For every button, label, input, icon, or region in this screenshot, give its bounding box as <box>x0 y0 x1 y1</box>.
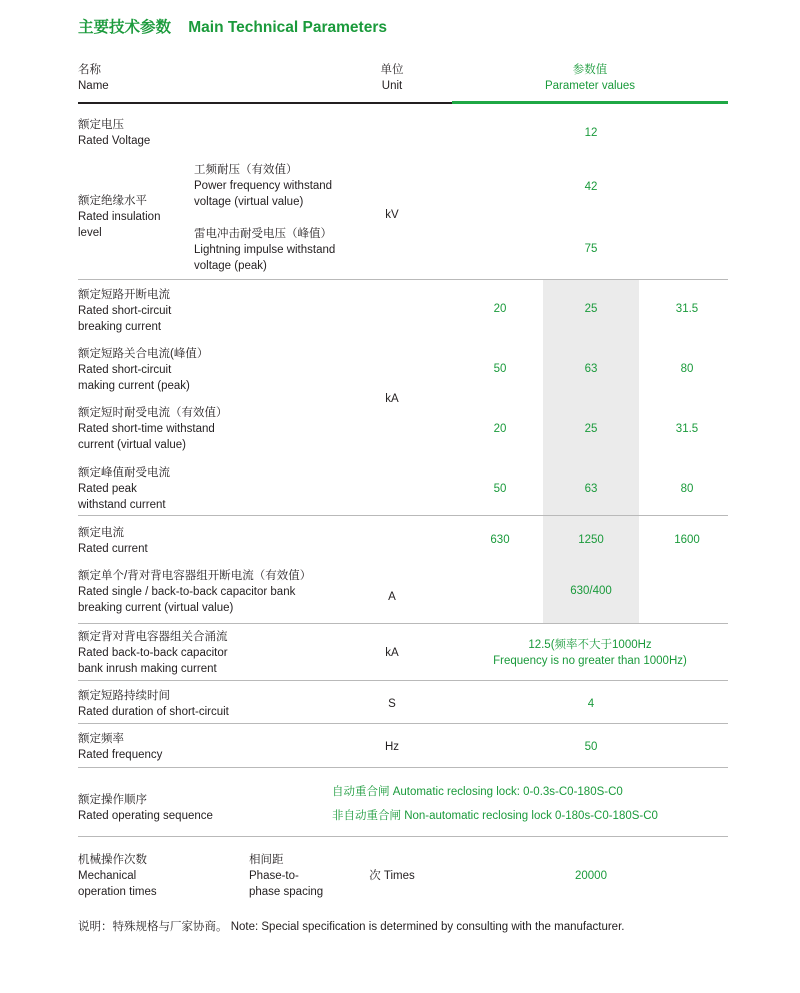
row-voltage-value: 12 <box>584 127 598 139</box>
row-li-value: 75 <box>584 243 598 255</box>
row-breaking-v2: 25 <box>584 303 598 315</box>
header-unit: 单位 Unit <box>380 64 404 92</box>
row-peak-v3: 80 <box>680 483 694 495</box>
row-frequency-value: 50 <box>584 741 598 753</box>
row-duration-label: 额定短路持续时间 Rated duration of short-circuit <box>78 690 229 718</box>
row-mechanical-value: 20000 <box>575 870 607 882</box>
row-current-v1: 630 <box>490 534 510 546</box>
a-unit: A <box>388 591 396 603</box>
row-insulation-unit: kV <box>385 209 399 221</box>
row-peak-v1: 50 <box>493 483 507 495</box>
row-pf-label: 工频耐压（有效值） Power frequency withstand voltage (virtual value) <box>194 164 333 208</box>
row-inrush-label: 额定背对背电容器组关合涌流 Rated back-to-back capacitor bank inrush making current <box>78 631 228 675</box>
row-sequence-line2: 非自动重合闸 Non-automatic reclosing lock 0-180s-C0-180S-C0 <box>332 810 658 822</box>
row-breaking-v1: 20 <box>493 303 507 315</box>
divider <box>78 279 728 280</box>
row-voltage-label: 额定电压 Rated Voltage <box>78 119 151 147</box>
row-short-time-v3: 31.5 <box>675 423 699 435</box>
row-making-label: 额定短路关合电流(峰值） Rated short-circuit making current (peak) <box>78 348 209 392</box>
row-frequency-unit: Hz <box>384 741 400 753</box>
row-duration-value: 4 <box>587 698 595 710</box>
row-peak-label: 额定峰值耐受电流 Rated peak withstand current <box>78 467 170 511</box>
divider <box>78 623 728 624</box>
title-cn: 主要技术参数 <box>78 19 172 36</box>
row-making-v1: 50 <box>493 363 507 375</box>
header-green-bar <box>452 101 728 104</box>
row-inrush-value: 12.5(频率不大于1000Hz Frequency is no greater than 1000Hz) <box>493 639 687 667</box>
row-peak-v2: 63 <box>584 483 598 495</box>
divider <box>78 680 728 681</box>
row-sequence-label: 额定操作顺序 Rated operating sequence <box>78 794 213 822</box>
footnote: 说明：特殊规格与厂家协商。 Note: Special specification is determined by consulting with the manufacturer. <box>78 921 625 933</box>
row-current-v3: 1600 <box>674 534 700 546</box>
row-making-v2: 63 <box>584 363 598 375</box>
header-rule <box>78 102 452 104</box>
row-capacitor-value: 630/400 <box>570 585 612 597</box>
row-short-time-v1: 20 <box>493 423 507 435</box>
row-spacing-label: 相间距 Phase-to- phase spacing <box>249 854 324 898</box>
row-short-time-label: 额定短时耐受电流（有效值） Rated short-time withstand current (virtual value) <box>78 407 228 451</box>
divider <box>78 836 728 837</box>
header-values: 参数值 Parameter values <box>544 64 636 92</box>
row-pf-value: 42 <box>584 181 598 193</box>
row-breaking-label: 额定短路开断电流 Rated short-circuit breaking current <box>78 289 172 333</box>
page-title <box>78 18 387 38</box>
row-insulation-label: 额定绝缘水平 Rated insulation level <box>78 195 161 239</box>
row-mechanical-unit: 次 Times <box>369 870 415 882</box>
row-breaking-v3: 31.5 <box>675 303 699 315</box>
divider <box>78 515 728 516</box>
row-inrush-unit: kA <box>385 647 399 659</box>
row-current-label: 额定电流 Rated current <box>78 527 148 555</box>
row-frequency-label: 额定频率 Rated frequency <box>78 733 163 761</box>
title-en: Main Technical Parameters <box>188 19 387 36</box>
row-capacitor-label: 额定单个/背对背电容器组开断电流（有效值） Rated single / back-to-back capacitor bank breaking current (virtual value) <box>78 570 312 614</box>
row-current-v2: 1250 <box>578 534 604 546</box>
row-making-v3: 80 <box>680 363 694 375</box>
row-mechanical-label: 机械操作次数 Mechanical operation times <box>78 854 157 898</box>
divider <box>78 767 728 768</box>
row-short-time-v2: 25 <box>584 423 598 435</box>
row-li-label: 雷电冲击耐受电压（峰值） Lightning impulse withstand voltage (peak) <box>194 228 336 272</box>
divider <box>78 723 728 724</box>
ka-unit: kA <box>385 393 399 405</box>
header-name: 名称 Name <box>78 64 109 92</box>
row-duration-unit: S <box>388 698 396 710</box>
row-sequence-line1: 自动重合闸 Automatic reclosing lock: 0-0.3s-C0-180S-C0 <box>332 786 623 798</box>
